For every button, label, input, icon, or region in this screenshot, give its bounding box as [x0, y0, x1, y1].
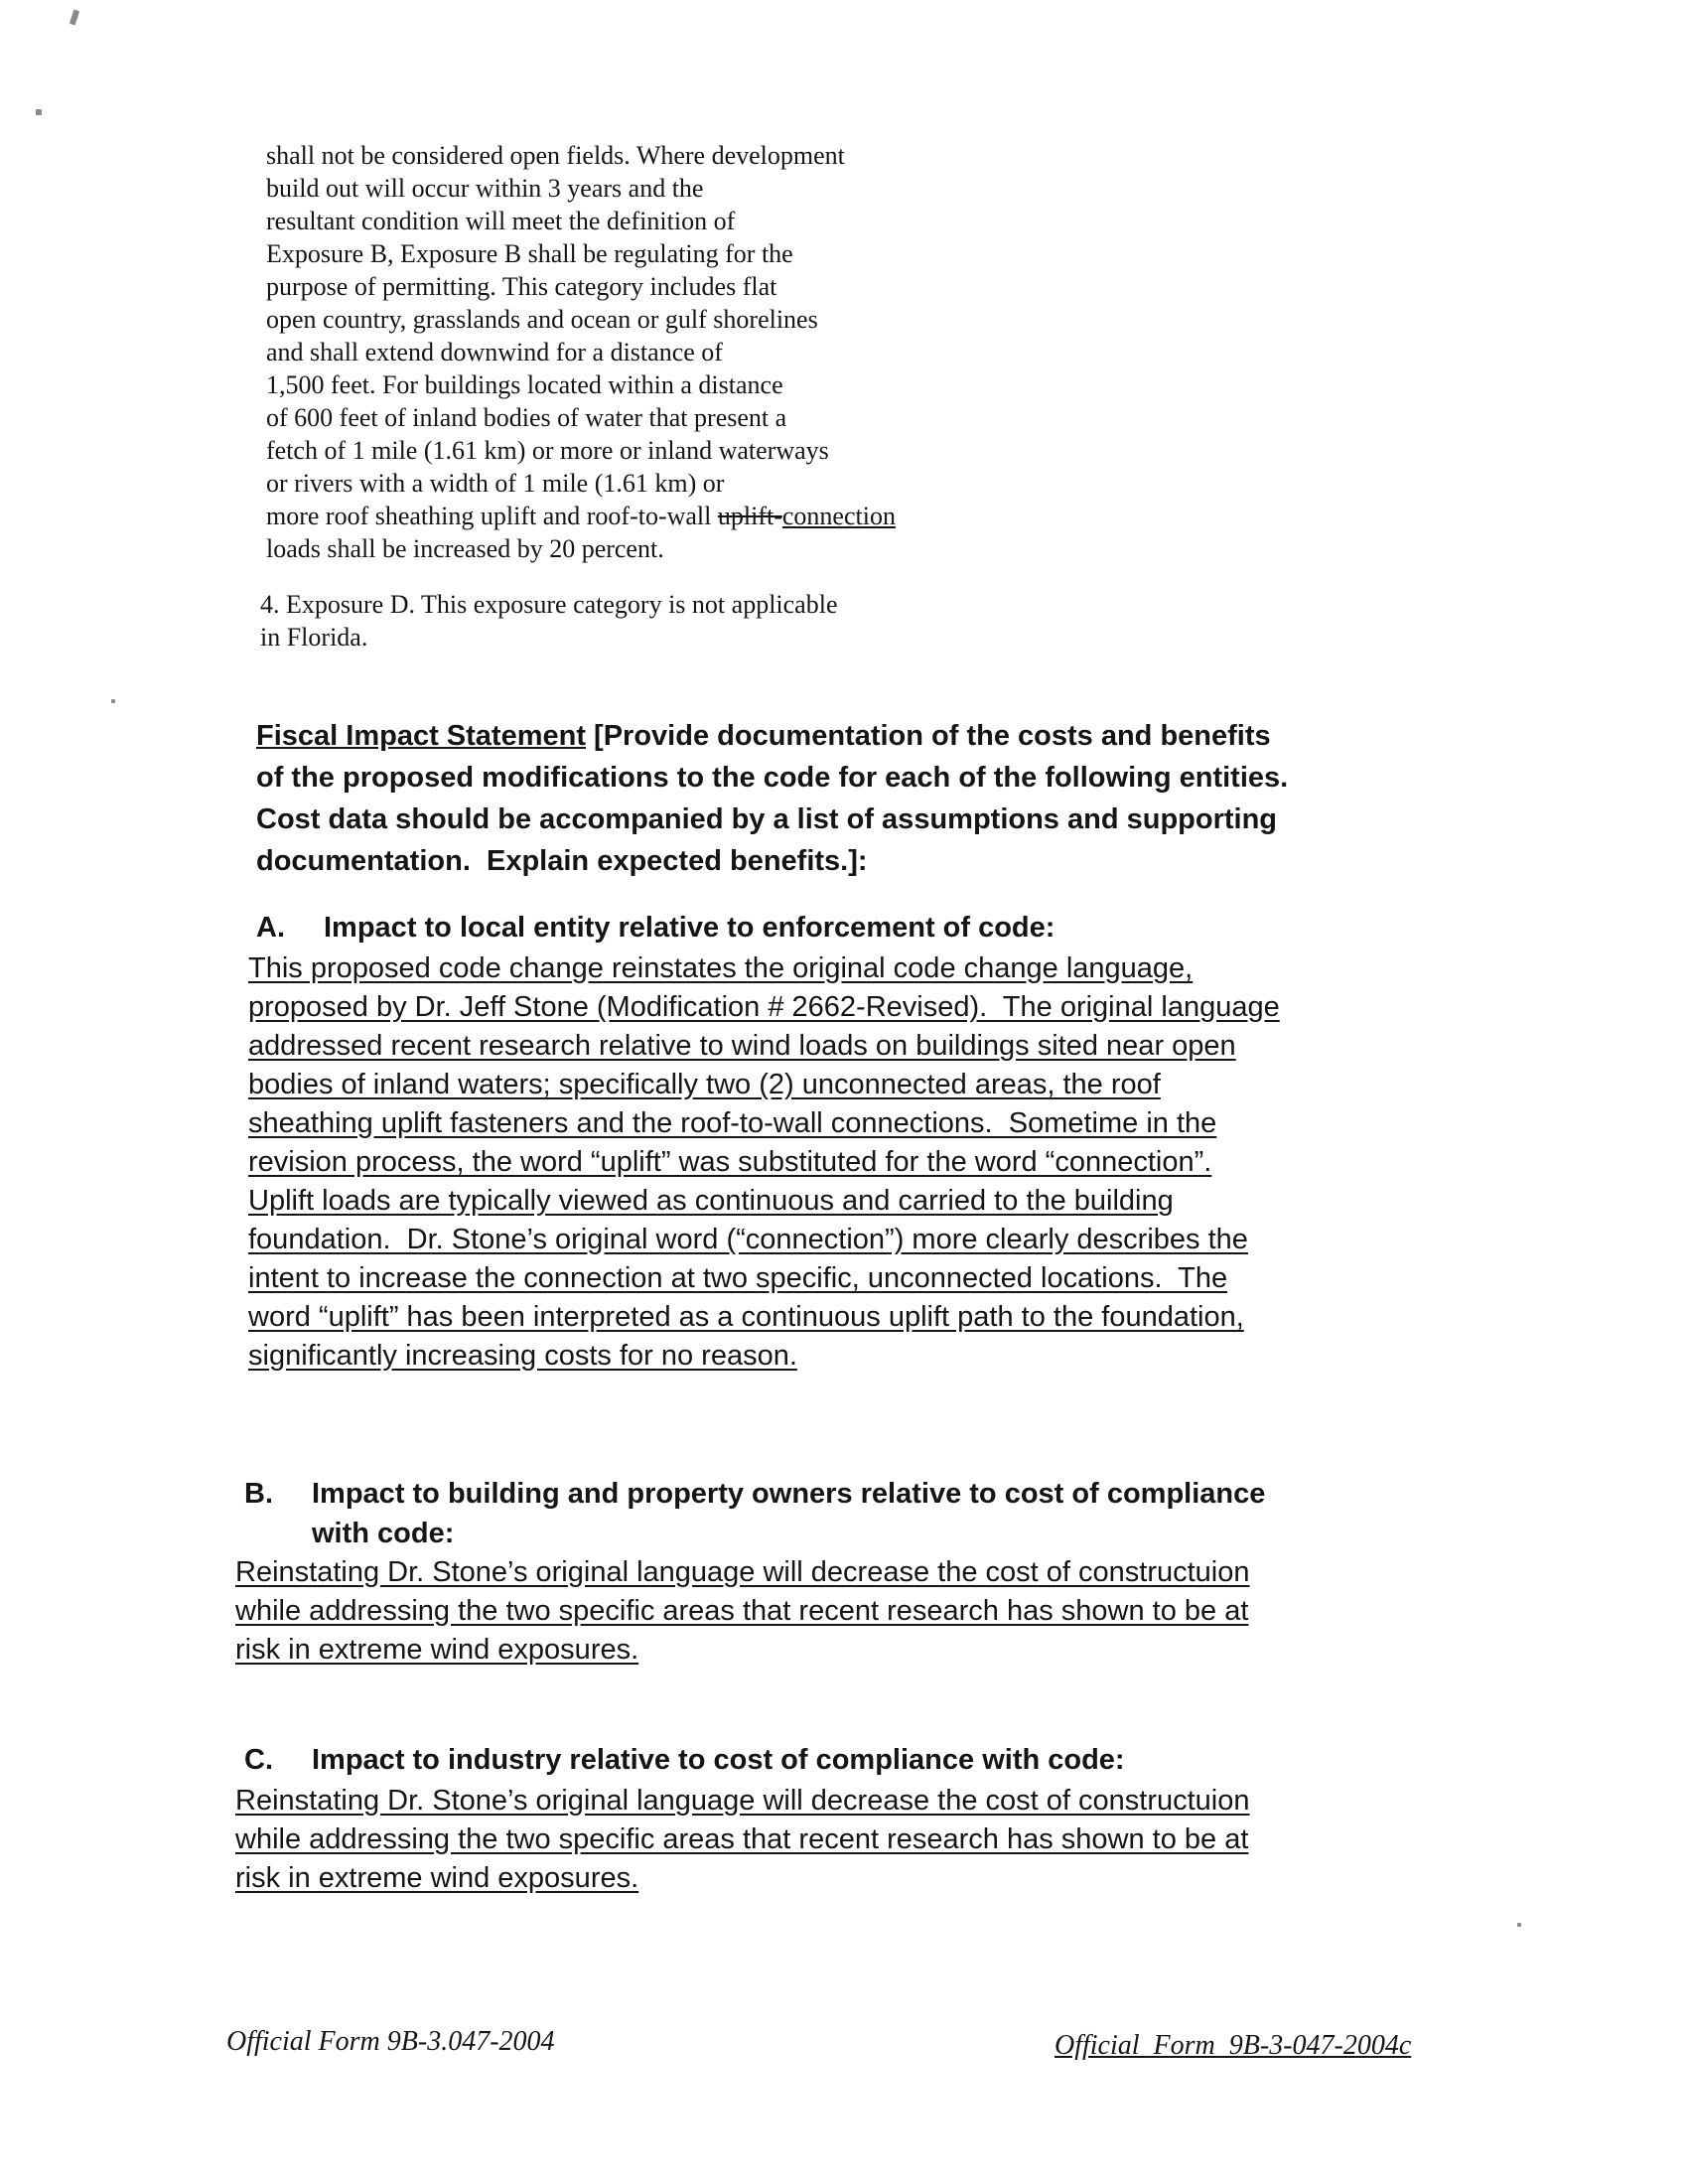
section-a-heading	[256, 908, 1055, 947]
text-line: or rivers with a width of 1 mile (1.61 km) or	[266, 469, 725, 498]
inserted-underlined-text: connection	[781, 502, 896, 530]
text-line: open country, grasslands and ocean or gulf shorelines	[266, 305, 818, 334]
section-heading-text	[312, 1474, 1265, 1553]
text-line: of 600 feet of inland bodies of water that present a	[266, 403, 787, 432]
underlined-text-line: risk in extreme wind exposures.	[235, 1862, 639, 1894]
underlined-text-line: This proposed code change reinstates the original code change language,	[248, 952, 1194, 984]
text-line: build out will occur within 3 years and the	[266, 174, 704, 203]
underlined-text-line: revision process, the word “uplift” was substituted for the word “connection”.	[248, 1146, 1212, 1178]
text-line: loads shall be increased by 20 percent.	[266, 534, 664, 563]
fiscal-impact-title: Fiscal Impact Statement	[256, 720, 586, 752]
underlined-text-line: word “uplift” has been interpreted as a continuous uplift path to the foundation,	[248, 1301, 1244, 1333]
footer-form-number-left: Official Form 9B-3.047-2004	[226, 2026, 555, 2057]
section-c-heading	[244, 1740, 1125, 1780]
fiscal-impact-heading	[256, 715, 1288, 882]
strikethrough-text: uplift-	[717, 502, 782, 530]
underlined-text-line: Reinstating Dr. Stone’s original language will decrease the cost of constructuion	[235, 1785, 1250, 1817]
heading-line: Impact to building and property owners relative to cost of compliance	[312, 1478, 1266, 1510]
text-line: shall not be considered open fields. Where development	[266, 141, 845, 170]
heading-line: Cost data should be accompanied by a list of assumptions and supporting	[256, 803, 1278, 835]
text-line: purpose of permitting. This category includes flat	[266, 272, 777, 301]
text-line: 4. Exposure D. This exposure category is not applicable	[260, 590, 838, 619]
underlined-text-line: intent to increase the connection at two specific, unconnected locations. The	[248, 1262, 1228, 1294]
text-line: in Florida.	[260, 623, 368, 652]
heading-line: documentation. Explain expected benefits.]:	[256, 845, 868, 877]
underlined-text-line: foundation. Dr. Stone’s original word (“connection”) more clearly describes the	[248, 1224, 1248, 1255]
scan-artifact	[1517, 1923, 1521, 1927]
section-b-body	[235, 1553, 1250, 1670]
underlined-text-line: addressed recent research relative to wind loads on buildings sited near open	[248, 1030, 1236, 1062]
scan-artifact	[70, 9, 79, 25]
underlined-text-line: risk in extreme wind exposures.	[235, 1634, 639, 1666]
underlined-text-line: sheathing uplift fasteners and the roof-to-wall connections. Sometime in the	[248, 1107, 1217, 1139]
text-line-with-edit	[266, 500, 896, 532]
scan-artifact	[36, 109, 42, 115]
paragraph-exposure-d	[260, 588, 837, 654]
text-line: and shall extend downwind for a distance of	[266, 338, 723, 366]
underlined-text-line: Uplift loads are typically viewed as continuous and carried to the building	[248, 1185, 1174, 1217]
section-heading-text: Impact to industry relative to cost of compliance with code:	[312, 1744, 1125, 1776]
heading-line: of the proposed modifications to the code for each of the following entities.	[256, 762, 1289, 794]
section-letter: A.	[256, 912, 285, 944]
text-line: fetch of 1 mile (1.61 km) or more or inland waterways	[266, 436, 829, 465]
text-line: resultant condition will meet the definition of	[266, 207, 736, 235]
section-letter: B.	[244, 1478, 273, 1510]
scan-artifact	[111, 699, 115, 703]
section-a-body	[248, 949, 1280, 1376]
heading-text: [Provide documentation of the costs and benefits	[586, 720, 1271, 752]
section-b-heading	[244, 1474, 1265, 1553]
paragraph-exposure-b	[266, 139, 896, 565]
underlined-text-line: while addressing the two specific areas that recent research has shown to be at	[235, 1595, 1249, 1627]
section-heading-text: Impact to local entity relative to enforcement of code:	[324, 912, 1055, 944]
text-line: Exposure B, Exposure B shall be regulating for the	[266, 239, 793, 268]
text-run: more roof sheathing uplift and roof-to-wall	[266, 502, 718, 530]
heading-line	[256, 715, 1288, 757]
underlined-text-line: while addressing the two specific areas that recent research has shown to be at	[235, 1823, 1249, 1855]
footer-form-number-right: Official_Form_9B-3-047-2004c	[1055, 2030, 1412, 2061]
underlined-text-line: bodies of inland waters; specifically two (2) unconnected areas, the roof	[248, 1069, 1161, 1100]
text-line: 1,500 feet. For buildings located within a distance	[266, 370, 783, 399]
heading-line: with code:	[312, 1518, 455, 1549]
underlined-text-line: Reinstating Dr. Stone’s original language will decrease the cost of constructuion	[235, 1556, 1250, 1588]
section-c-body	[235, 1782, 1250, 1898]
underlined-text-line: significantly increasing costs for no reason.	[248, 1340, 797, 1372]
section-letter: C.	[244, 1744, 273, 1776]
underlined-text-line: proposed by Dr. Jeff Stone (Modification # 2662-Revised). The original language	[248, 991, 1280, 1023]
